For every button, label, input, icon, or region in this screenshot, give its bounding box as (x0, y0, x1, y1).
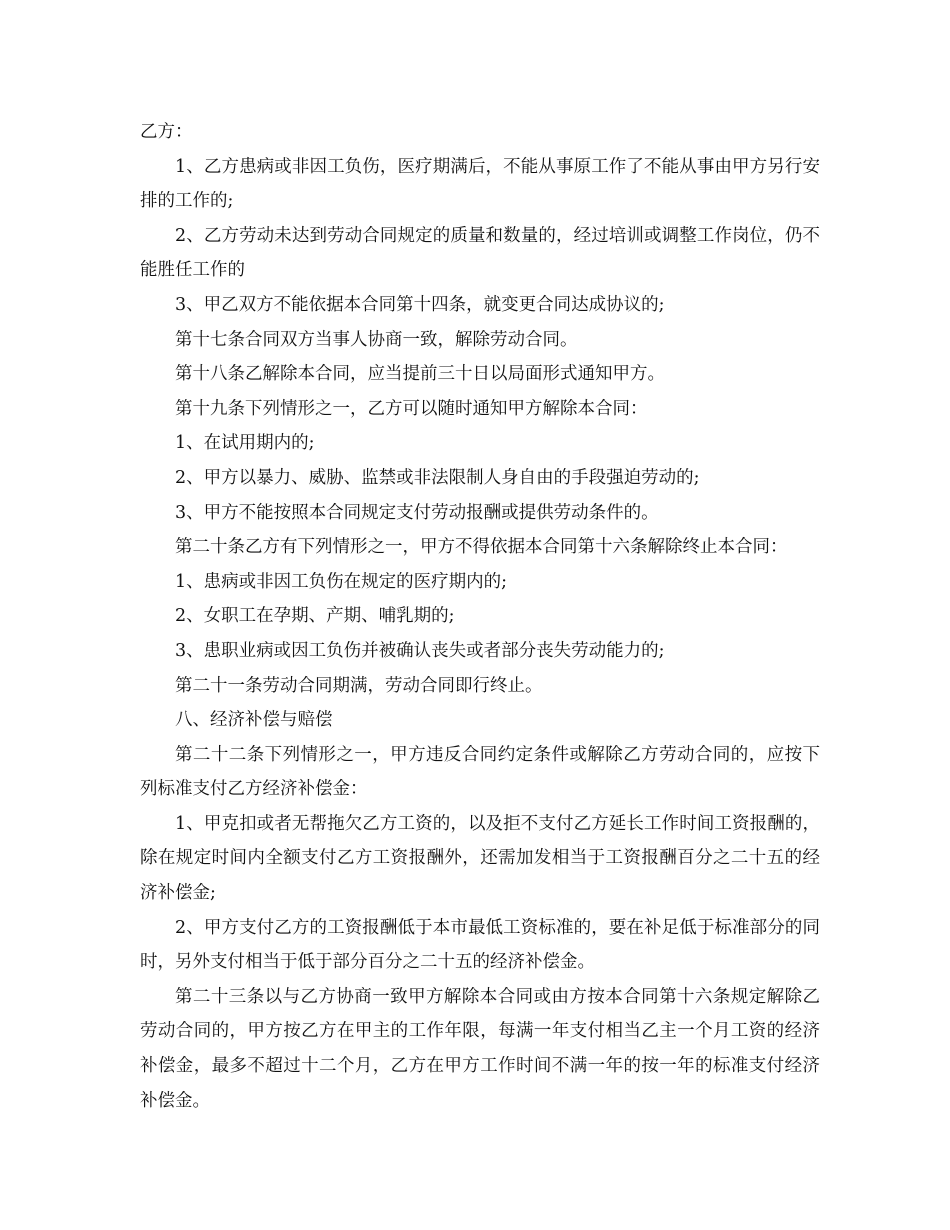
document-body (140, 115, 820, 1118)
paragraph: 2、甲方以暴力、威胁、监禁或非法限制人身自由的手段强迫劳动的; (175, 467, 700, 488)
paragraph: 1、在试用期内的; (175, 433, 315, 454)
paragraph: 2、甲方支付乙方的工资报酬低于本市最低工资标准的，要在补足低于标准部分的同时，另外支付相当于低于部分百分之二十五的经济补偿金。 (140, 917, 820, 973)
section-heading: 八、经济补偿与赔偿 (175, 710, 333, 731)
paragraph: 第十七条合同双方当事人协商一致，解除劳动合同。 (175, 329, 578, 350)
paragraph: 1、甲克扣或者无帮拖欠乙方工资的，以及拒不支付乙方延长工作时间工资报酬的，除在规定时间内全额支付乙方工资报酬外，还需加发相当于工资报酬百分之二十五的经济补偿金; (140, 813, 820, 904)
paragraph: 第十八条乙解除本合同，应当提前三十日以局面形式通知甲方。 (175, 364, 665, 385)
paragraph: 第二十一条劳动合同期满，劳动合同即行终止。 (175, 675, 543, 696)
paragraph: 1、乙方患病或非因工负伤，医疗期满后，不能从事原工作了不能从事由甲方另行安排的工作的; (140, 156, 820, 212)
paragraph: 1、患病或非因工负伤在规定的医疗期内的; (175, 571, 508, 592)
paragraph: 第二十二条下列情形之一，甲方违反合同约定条件或解除乙方劳动合同的，应按下列标准支付乙方经济补偿金： (140, 744, 820, 800)
paragraph: 2、乙方劳动未达到劳动合同规定的质量和数量的，经过培训或调整工作岗位，仍不能胜任工作的 (140, 225, 820, 281)
paragraph: 2、女职工在孕期、产期、哺乳期的; (175, 606, 455, 627)
paragraph: 第二十条乙方有下列情形之一，甲方不得依据本合同第十六条解除终止本合同： (175, 537, 788, 558)
paragraph: 第二十三条以与乙方协商一致甲方解除本合同或由方按本合同第十六条规定解除乙劳动合同的，甲方按乙方在甲主的工作年限，每满一年支付相当乙主一个月工资的经济补偿金，最多不超过十二个月，乙方在甲方工作时间不满一年的按一年的标准支付经济补偿金。 (140, 986, 820, 1111)
paragraph-party-b-heading: 乙方： (140, 122, 193, 142)
paragraph: 3、甲方不能按照本合同规定支付劳动报酬或提供劳动条件的。 (175, 502, 659, 523)
paragraph: 3、患职业病或因工负伤并被确认丧失或者部分丧失劳动能力的; (175, 640, 665, 661)
paragraph: 第十九条下列情形之一，乙方可以随时通知甲方解除本合同： (175, 398, 648, 419)
paragraph: 3、甲乙双方不能依据本合同第十四条，就变更合同达成协议的; (175, 294, 665, 315)
